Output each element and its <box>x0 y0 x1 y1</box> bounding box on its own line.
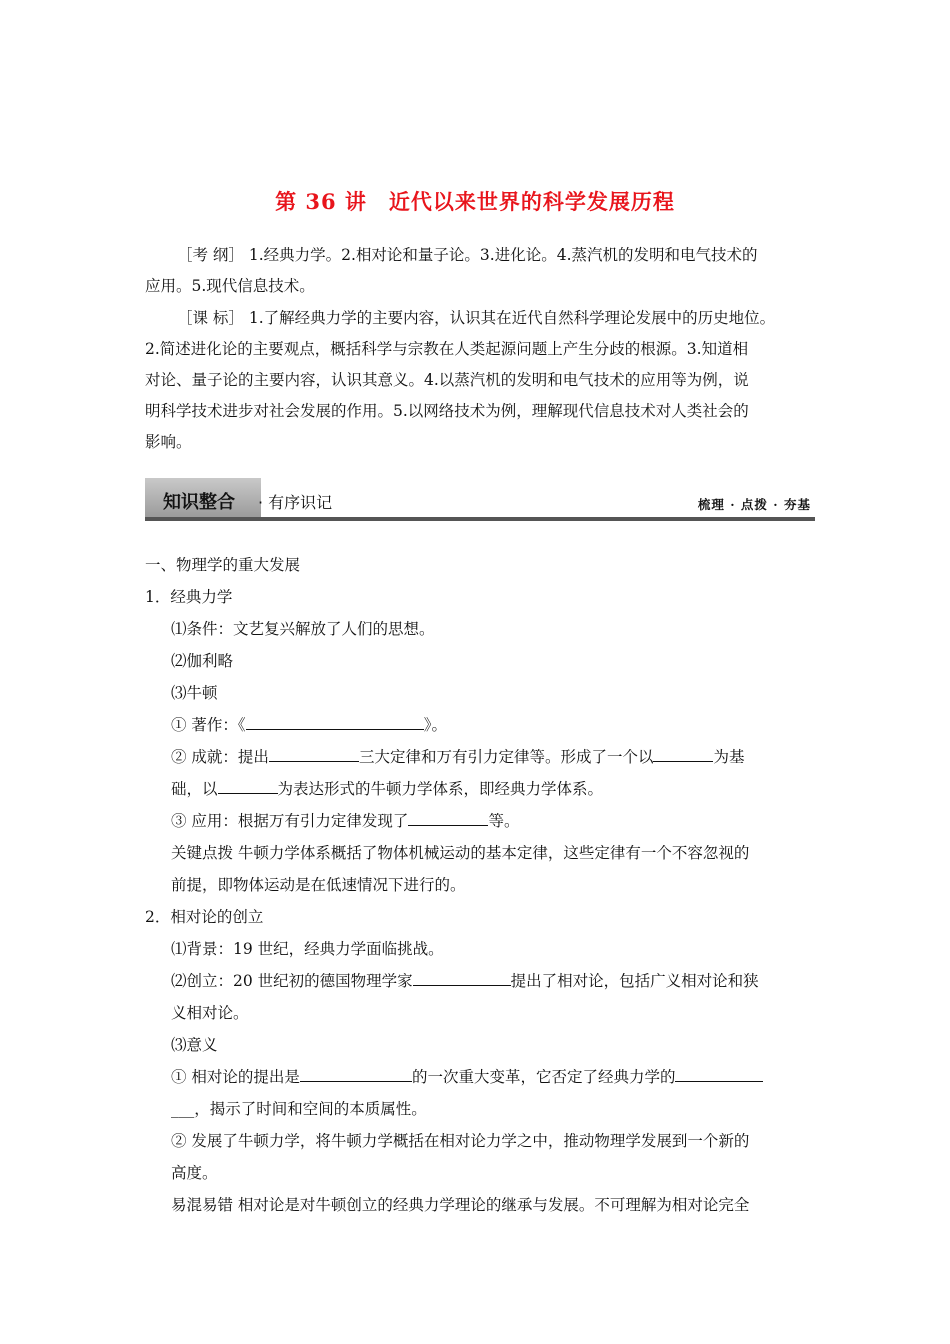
fill-blank <box>300 1066 412 1082</box>
text-line <box>171 969 759 991</box>
fill-blank <box>269 746 359 762</box>
text-line <box>171 777 603 799</box>
text-line: ⑵伽利略 <box>171 652 234 670</box>
lecture-title: 近代以来世界的科学发展历程 <box>388 189 675 214</box>
fill-blank <box>246 714 424 730</box>
section-heading: 一、物理学的重大发展 <box>145 556 301 574</box>
text-span: ___ <box>171 1100 195 1118</box>
text-line: ② 发展了牛顿力学，将牛顿力学概括在相对论力学之中，推动物理学发展到一个新的 <box>171 1132 750 1150</box>
page-title <box>0 186 950 216</box>
text-line: 高度。 <box>171 1164 218 1182</box>
error-prone-line: 易混易错 相对论是对牛顿创立的经典力学理论的继承与发展。不可理解为相对论完全 <box>171 1196 750 1214</box>
section-banner <box>145 478 815 522</box>
fill-blank <box>675 1066 763 1082</box>
text-line <box>171 713 447 735</box>
text-span: ，揭示了时间和空间的本质属性。 <box>194 1100 427 1118</box>
text-span: 等。 <box>488 812 520 830</box>
kebiao-line: 明科学技术进步对社会发展的作用。5.以网络技术为例，理解现代信息技术对人类社会的 <box>145 402 749 420</box>
banner-subtitle: · 有序识记 <box>258 493 333 512</box>
kaogang-line: ［考 纲］ 1.经典力学。2.相对论和量子论。3.进化论。4.蒸汽机的发明和电气技术的 <box>177 246 758 264</box>
kaogang-paragraph <box>145 240 815 302</box>
kebiao-line: 2.简述进化论的主要观点，概括科学与宗教在人类起源问题上产生分歧的根源。3.知道相 <box>145 340 749 358</box>
text-line <box>171 745 744 767</box>
text-span: 础，以 <box>171 780 218 798</box>
text-span: 为基 <box>713 748 745 766</box>
banner-rule <box>145 517 815 521</box>
text-span: ③ 应用：根据万有引力定律发现了 <box>171 812 409 830</box>
banner-right-text: 梳理 · 点拨 · 夯基 <box>697 497 811 512</box>
text-span: 三大定律和万有引力定律等。形成了一个以 <box>358 748 654 766</box>
text-line: 义相对论。 <box>171 1004 249 1022</box>
fill-blank <box>653 746 713 762</box>
text-span: 提出了相对论，包括广义相对论和狭 <box>510 972 759 990</box>
text-span: 的一次重大变革，它否定了经典力学的 <box>411 1068 676 1086</box>
key-point-line: 关键点拨 牛顿力学体系概括了物体机械运动的基本定律，这些定律有一个不容忽视的 <box>171 844 750 862</box>
fill-blank <box>408 810 488 826</box>
kebiao-line: 影响。 <box>145 433 192 451</box>
subsection-heading: 1．经典力学 <box>145 588 233 606</box>
kaogang-line: 应用。5.现代信息技术。 <box>145 277 315 295</box>
text-line: ⑴条件：文艺复兴解放了人们的思想。 <box>171 620 435 638</box>
kebiao-line: ［课 标］ 1.了解经典力学的主要内容，认识其在近代自然科学理论发展中的历史地位。 <box>177 309 776 327</box>
text-span: 》。 <box>423 716 447 734</box>
text-line: ⑴背景：19 世纪，经典力学面临挑战。 <box>171 940 444 958</box>
text-line: ⑶牛顿 <box>171 684 218 702</box>
subsection-heading: 2．相对论的创立 <box>145 908 264 926</box>
text-span: ② 成就：提出 <box>171 748 269 766</box>
text-span: ① 相对论的提出是 <box>171 1068 300 1086</box>
text-line <box>171 809 519 831</box>
text-line <box>171 1097 427 1119</box>
fill-blank <box>413 970 511 986</box>
banner-title: 知识整合 <box>163 492 235 513</box>
text-span: 为表达形式的牛顿力学体系，即经典力学体系。 <box>277 780 604 798</box>
lecture-number: 第 36 讲 <box>275 189 367 214</box>
fill-blank <box>218 778 278 794</box>
kebiao-paragraph <box>145 303 815 458</box>
text-span: ① 著作：《 <box>171 716 246 734</box>
kebiao-line: 对论、量子论的主要内容，认识其意义。4.以蒸汽机的发明和电气技术的应用等为例，说 <box>145 371 749 389</box>
text-line: ⑶意义 <box>171 1036 218 1054</box>
key-point-line: 前提，即物体运动是在低速情况下进行的。 <box>171 876 466 894</box>
text-line <box>171 1065 763 1087</box>
text-span: ⑵创立：20 世纪初的德国物理学家 <box>171 972 413 990</box>
